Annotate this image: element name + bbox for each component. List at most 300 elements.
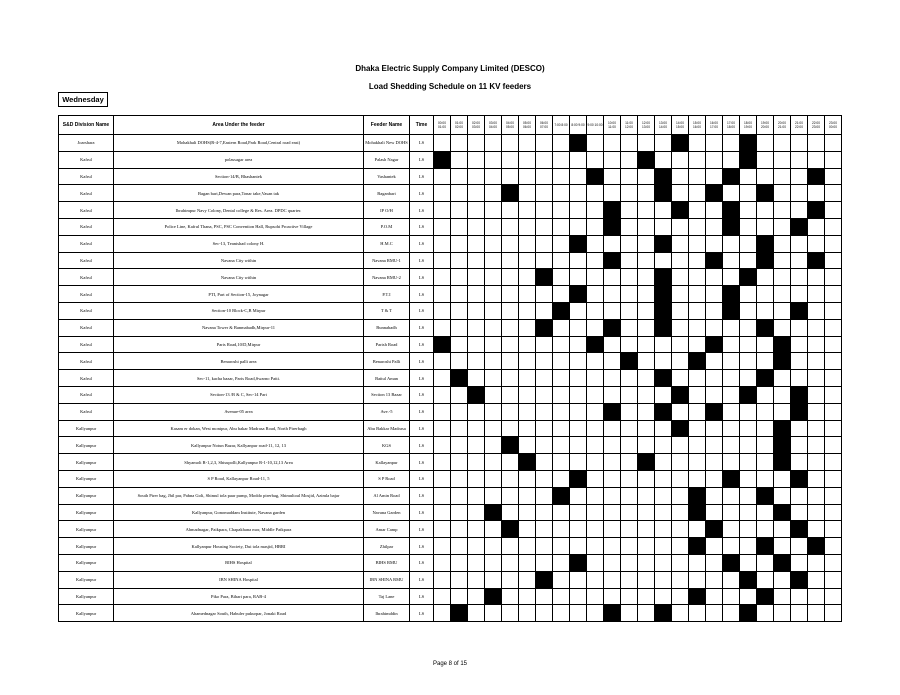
feeder-cell: Al Amin Road (364, 487, 410, 504)
free-slot (791, 135, 808, 152)
free-slot (672, 370, 689, 387)
free-slot (672, 487, 689, 504)
free-slot (451, 554, 468, 571)
free-slot (587, 218, 604, 235)
free-slot (502, 302, 519, 319)
free-slot (706, 538, 723, 555)
free-slot (536, 252, 553, 269)
free-slot (825, 454, 842, 471)
free-slot (672, 571, 689, 588)
free-slot (519, 302, 536, 319)
free-slot (434, 386, 451, 403)
time-cell: LS (410, 538, 434, 555)
free-slot (553, 538, 570, 555)
shedding-slot (451, 370, 468, 387)
free-slot (434, 135, 451, 152)
free-slot (672, 554, 689, 571)
free-slot (434, 235, 451, 252)
free-slot (570, 202, 587, 219)
free-slot (587, 403, 604, 420)
table-row (59, 538, 842, 555)
free-slot (604, 353, 621, 370)
free-slot (825, 168, 842, 185)
time-slot-header: 04:00 05:00 (502, 116, 519, 135)
free-slot (825, 588, 842, 605)
free-slot (791, 168, 808, 185)
free-slot (587, 538, 604, 555)
free-slot (536, 286, 553, 303)
time-slot-header: 01:00 02:00 (451, 116, 468, 135)
free-slot (502, 218, 519, 235)
free-slot (808, 218, 825, 235)
shedding-slot (774, 554, 791, 571)
free-slot (485, 151, 502, 168)
feeder-cell: Baitul Aman (364, 370, 410, 387)
free-slot (757, 420, 774, 437)
free-slot (808, 470, 825, 487)
free-slot (519, 319, 536, 336)
free-slot (485, 353, 502, 370)
free-slot (638, 319, 655, 336)
free-slot (519, 605, 536, 622)
free-slot (689, 302, 706, 319)
free-slot (502, 353, 519, 370)
shedding-slot (791, 403, 808, 420)
free-slot (536, 151, 553, 168)
free-slot (536, 403, 553, 420)
area-cell: Navana City within (114, 269, 364, 286)
free-slot (740, 336, 757, 353)
free-slot (808, 554, 825, 571)
free-slot (825, 269, 842, 286)
free-slot (434, 588, 451, 605)
shedding-slot (689, 353, 706, 370)
free-slot (638, 386, 655, 403)
free-slot (655, 588, 672, 605)
free-slot (638, 487, 655, 504)
free-slot (757, 202, 774, 219)
table-row (59, 336, 842, 353)
free-slot (621, 269, 638, 286)
free-slot (774, 605, 791, 622)
area-cell: Shyamoli R-1,2,3, Shisupolli,Kallyanpur R-1-10,12,13 Area (114, 454, 364, 471)
time-cell: LS (410, 370, 434, 387)
area-cell: S P Road, Kallayanpur Road-11, 5 (114, 470, 364, 487)
shedding-slot (655, 403, 672, 420)
free-slot (451, 218, 468, 235)
free-slot (536, 185, 553, 202)
free-slot (655, 437, 672, 454)
free-slot (451, 571, 468, 588)
time-cell: LS (410, 252, 434, 269)
shedding-slot (791, 521, 808, 538)
free-slot (825, 521, 842, 538)
free-slot (587, 135, 604, 152)
free-slot (740, 218, 757, 235)
time-cell: LS (410, 202, 434, 219)
free-slot (706, 370, 723, 387)
free-slot (536, 437, 553, 454)
division-cell: Kafrul (59, 403, 114, 420)
free-slot (553, 252, 570, 269)
free-slot (757, 286, 774, 303)
free-slot (757, 554, 774, 571)
time-slot-header: 06:00 07:00 (536, 116, 553, 135)
free-slot (519, 135, 536, 152)
free-slot (672, 269, 689, 286)
feeder-cell: Bunnabadh (364, 319, 410, 336)
free-slot (706, 504, 723, 521)
division-cell: Kafrul (59, 235, 114, 252)
feeder-cell: IP O/H (364, 202, 410, 219)
division-cell: Kallyanpur (59, 470, 114, 487)
day-label: Wednesday (58, 92, 108, 107)
free-slot (587, 521, 604, 538)
free-slot (638, 504, 655, 521)
free-slot (706, 168, 723, 185)
shedding-slot (672, 420, 689, 437)
free-slot (791, 504, 808, 521)
shedding-slot (740, 151, 757, 168)
free-slot (672, 151, 689, 168)
free-slot (451, 504, 468, 521)
free-slot (825, 386, 842, 403)
free-slot (536, 302, 553, 319)
area-cell: Avenue-05 area (114, 403, 364, 420)
free-slot (570, 538, 587, 555)
shedding-slot (706, 185, 723, 202)
free-slot (621, 403, 638, 420)
area-cell: Section-14/B, Bhashantek (114, 168, 364, 185)
time-cell: LS (410, 386, 434, 403)
shedding-slot (502, 437, 519, 454)
free-slot (774, 135, 791, 152)
free-slot (485, 470, 502, 487)
free-slot (774, 286, 791, 303)
shedding-slot (740, 571, 757, 588)
shedding-slot (434, 336, 451, 353)
shedding-slot (774, 437, 791, 454)
free-slot (723, 588, 740, 605)
division-header: S&D Division Name (59, 116, 114, 135)
free-slot (451, 135, 468, 152)
free-slot (604, 437, 621, 454)
free-slot (825, 286, 842, 303)
free-slot (468, 235, 485, 252)
free-slot (451, 151, 468, 168)
shedding-slot (723, 168, 740, 185)
free-slot (468, 135, 485, 152)
free-slot (451, 470, 468, 487)
free-slot (536, 353, 553, 370)
free-slot (791, 538, 808, 555)
free-slot (485, 420, 502, 437)
free-slot (485, 437, 502, 454)
time-slot-header: 9:00 10:00 (587, 116, 604, 135)
free-slot (689, 168, 706, 185)
free-slot (740, 437, 757, 454)
division-cell: Kafrul (59, 353, 114, 370)
free-slot (587, 202, 604, 219)
free-slot (587, 605, 604, 622)
free-slot (587, 302, 604, 319)
free-slot (621, 168, 638, 185)
free-slot (485, 135, 502, 152)
free-slot (689, 521, 706, 538)
free-slot (621, 437, 638, 454)
free-slot (502, 370, 519, 387)
division-cell: Kafrul (59, 269, 114, 286)
free-slot (689, 286, 706, 303)
table-row (59, 470, 842, 487)
shedding-slot (689, 588, 706, 605)
shedding-slot (655, 319, 672, 336)
table-row (59, 269, 842, 286)
shedding-slot (570, 235, 587, 252)
free-slot (774, 235, 791, 252)
free-slot (638, 554, 655, 571)
time-slot-header: 05:00 06:00 (519, 116, 536, 135)
free-slot (638, 470, 655, 487)
free-slot (638, 286, 655, 303)
free-slot (604, 386, 621, 403)
free-slot (451, 521, 468, 538)
free-slot (468, 353, 485, 370)
free-slot (808, 302, 825, 319)
free-slot (587, 151, 604, 168)
free-slot (434, 403, 451, 420)
free-slot (536, 386, 553, 403)
free-slot (774, 218, 791, 235)
division-cell: Kallyanpur (59, 538, 114, 555)
free-slot (621, 571, 638, 588)
table-row (59, 571, 842, 588)
free-slot (502, 235, 519, 252)
free-slot (638, 571, 655, 588)
free-slot (706, 571, 723, 588)
free-slot (553, 420, 570, 437)
free-slot (536, 420, 553, 437)
free-slot (434, 571, 451, 588)
free-slot (689, 454, 706, 471)
free-slot (655, 420, 672, 437)
free-slot (757, 403, 774, 420)
free-slot (519, 202, 536, 219)
area-cell: Navana City within (114, 252, 364, 269)
time-slot-header: 10:00 11:00 (604, 116, 621, 135)
shedding-slot (553, 302, 570, 319)
free-slot (587, 420, 604, 437)
free-slot (604, 521, 621, 538)
shedding-slot (638, 151, 655, 168)
feeder-header: Feeder Name (364, 116, 410, 135)
free-slot (519, 252, 536, 269)
free-slot (604, 370, 621, 387)
shedding-slot (723, 470, 740, 487)
free-slot (689, 235, 706, 252)
free-slot (774, 269, 791, 286)
table-row (59, 218, 842, 235)
free-slot (468, 538, 485, 555)
free-slot (672, 454, 689, 471)
free-slot (825, 504, 842, 521)
free-slot (706, 202, 723, 219)
free-slot (468, 302, 485, 319)
free-slot (434, 554, 451, 571)
shedding-slot (519, 454, 536, 471)
division-cell: Kallyanpur (59, 504, 114, 521)
free-slot (723, 252, 740, 269)
free-slot (723, 605, 740, 622)
free-slot (689, 336, 706, 353)
load-shedding-table (58, 115, 842, 622)
shedding-slot (808, 538, 825, 555)
shedding-slot (723, 302, 740, 319)
feeder-cell: Mohakhali New DOHS (364, 135, 410, 152)
free-slot (536, 454, 553, 471)
free-slot (825, 571, 842, 588)
free-slot (689, 571, 706, 588)
time-cell: LS (410, 336, 434, 353)
feeder-cell: Baganbari (364, 185, 410, 202)
free-slot (808, 403, 825, 420)
free-slot (451, 168, 468, 185)
free-slot (485, 454, 502, 471)
free-slot (689, 135, 706, 152)
free-slot (723, 235, 740, 252)
free-slot (587, 554, 604, 571)
free-slot (468, 437, 485, 454)
free-slot (519, 370, 536, 387)
free-slot (621, 605, 638, 622)
free-slot (689, 554, 706, 571)
free-slot (706, 218, 723, 235)
free-slot (638, 235, 655, 252)
free-slot (553, 353, 570, 370)
free-slot (638, 269, 655, 286)
area-cell: Ibrahimpur Navy Colony, Dental college & Res. Area. DPDC quarter. (114, 202, 364, 219)
free-slot (791, 605, 808, 622)
time-cell: LS (410, 286, 434, 303)
free-slot (485, 605, 502, 622)
free-slot (553, 370, 570, 387)
free-slot (485, 554, 502, 571)
free-slot (723, 420, 740, 437)
free-slot (655, 252, 672, 269)
free-slot (451, 235, 468, 252)
free-slot (604, 420, 621, 437)
free-slot (451, 269, 468, 286)
free-slot (536, 168, 553, 185)
free-slot (587, 235, 604, 252)
free-slot (791, 286, 808, 303)
free-slot (502, 336, 519, 353)
free-slot (689, 269, 706, 286)
free-slot (791, 588, 808, 605)
free-slot (825, 353, 842, 370)
free-slot (451, 588, 468, 605)
free-slot (485, 202, 502, 219)
free-slot (468, 269, 485, 286)
free-slot (570, 605, 587, 622)
time-cell: LS (410, 420, 434, 437)
free-slot (519, 218, 536, 235)
free-slot (502, 286, 519, 303)
free-slot (451, 353, 468, 370)
free-slot (434, 218, 451, 235)
free-slot (434, 353, 451, 370)
shedding-slot (604, 252, 621, 269)
table-row (59, 437, 842, 454)
time-slot-header: 14:00 15:00 (672, 116, 689, 135)
free-slot (502, 554, 519, 571)
free-slot (740, 185, 757, 202)
free-slot (485, 370, 502, 387)
free-slot (621, 538, 638, 555)
feeder-cell: P.O.M (364, 218, 410, 235)
free-slot (740, 538, 757, 555)
free-slot (434, 454, 451, 471)
shedding-slot (536, 269, 553, 286)
free-slot (655, 218, 672, 235)
table-row (59, 403, 842, 420)
free-slot (825, 487, 842, 504)
free-slot (723, 269, 740, 286)
shedding-slot (723, 286, 740, 303)
area-cell: Kallyanpur, Gonomaddam Institute, Navana garden (114, 504, 364, 521)
free-slot (655, 538, 672, 555)
free-slot (774, 302, 791, 319)
free-slot (740, 302, 757, 319)
free-slot (536, 487, 553, 504)
free-slot (791, 437, 808, 454)
free-slot (519, 487, 536, 504)
free-slot (723, 538, 740, 555)
free-slot (502, 454, 519, 471)
free-slot (706, 470, 723, 487)
free-slot (655, 202, 672, 219)
shedding-slot (672, 386, 689, 403)
division-cell: Joarshara (59, 135, 114, 152)
shedding-slot (757, 319, 774, 336)
shedding-slot (655, 185, 672, 202)
free-slot (434, 302, 451, 319)
table-row (59, 386, 842, 403)
free-slot (689, 252, 706, 269)
shedding-slot (451, 605, 468, 622)
free-slot (774, 403, 791, 420)
shedding-slot (740, 605, 757, 622)
time-cell: LS (410, 554, 434, 571)
free-slot (621, 151, 638, 168)
free-slot (485, 336, 502, 353)
free-slot (553, 235, 570, 252)
free-slot (689, 202, 706, 219)
free-slot (723, 336, 740, 353)
free-slot (825, 235, 842, 252)
table-row (59, 588, 842, 605)
free-slot (621, 487, 638, 504)
table-row (59, 353, 842, 370)
free-slot (451, 202, 468, 219)
area-cell: BIHS Hospital (114, 554, 364, 571)
free-slot (519, 185, 536, 202)
shedding-slot (740, 135, 757, 152)
free-slot (485, 319, 502, 336)
free-slot (723, 403, 740, 420)
free-slot (519, 437, 536, 454)
free-slot (604, 302, 621, 319)
